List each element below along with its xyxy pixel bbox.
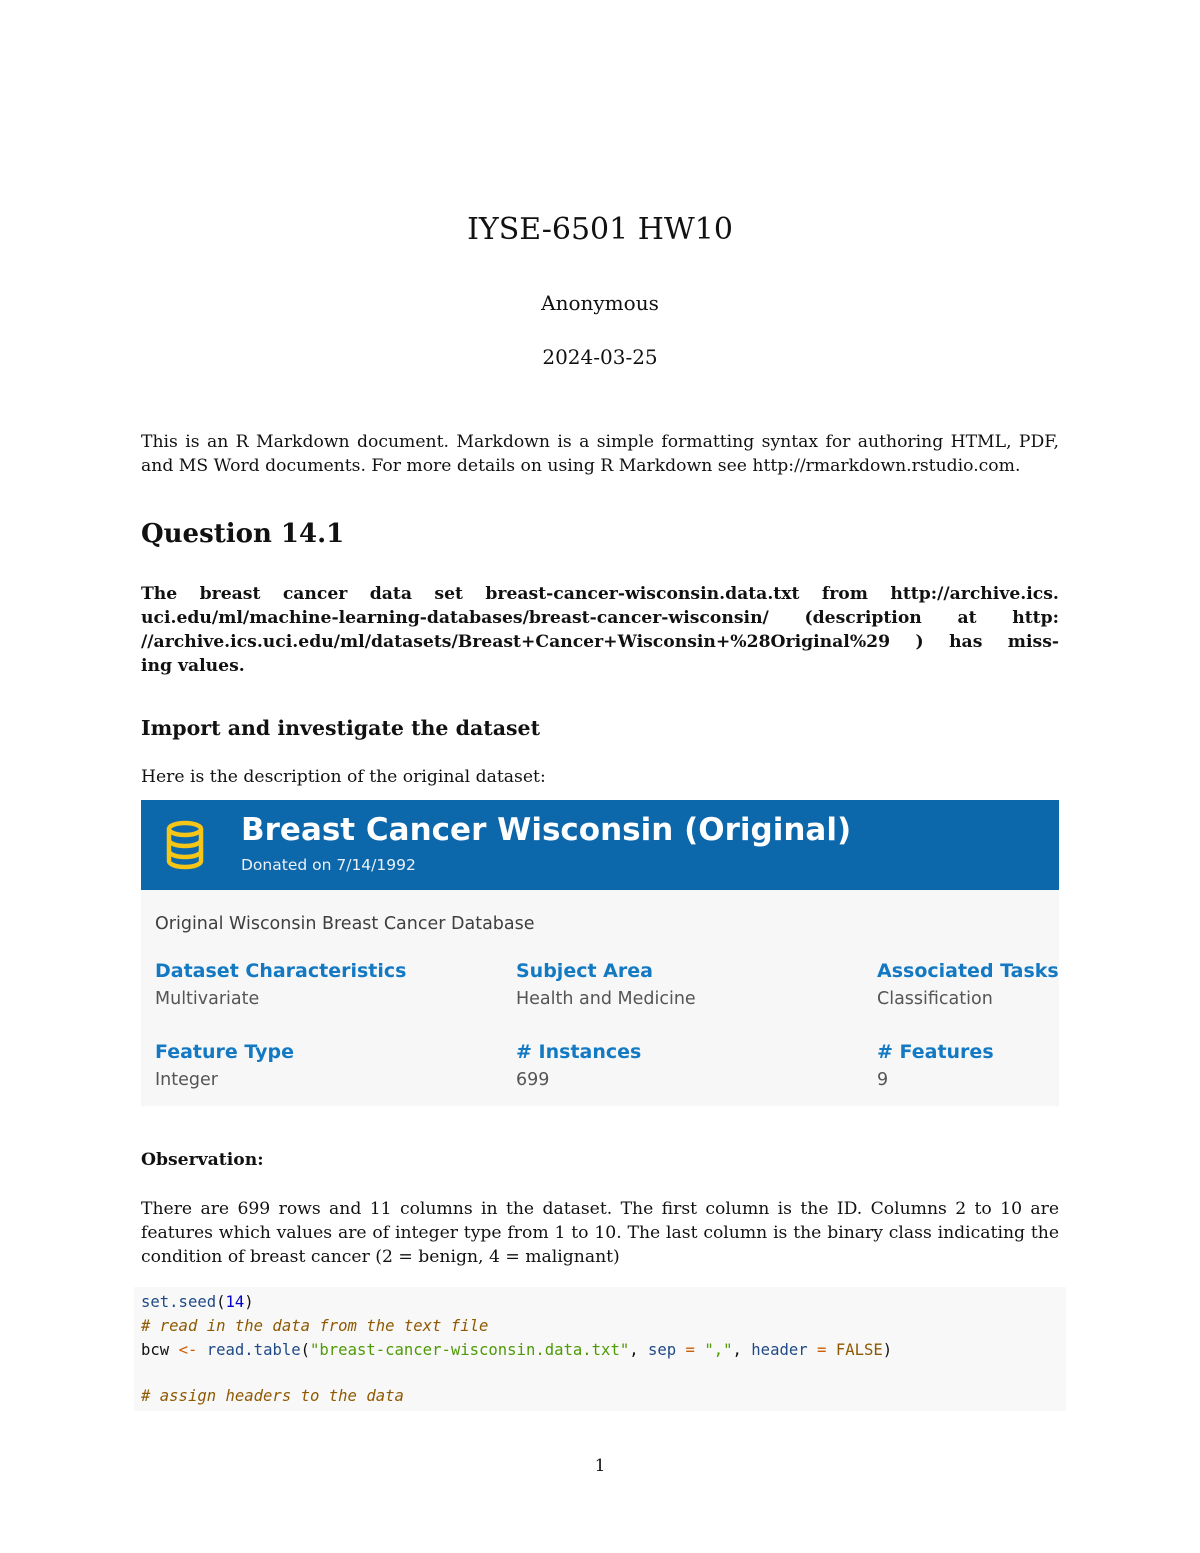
dataset-field: Subject Area Health and Medicine — [516, 960, 696, 1009]
archive-link[interactable]: http://archive.ics. — [890, 584, 1059, 604]
code-comment: # assign headers to the data — [141, 1387, 404, 1405]
dataset-card — [141, 800, 1059, 1106]
rmarkdown-link[interactable]: http://rmarkdown.rstudio.com — [752, 456, 1015, 476]
dataset-title: Breast Cancer Wisconsin (Original) — [241, 812, 852, 848]
dataset-field: # Instances 699 — [516, 1041, 642, 1090]
code-comment: # read in the data from the text file — [141, 1317, 489, 1335]
intro-paragraph: This is an R Markdown document. Markdown is a simple formatting syntax for authoring HTML, PDF, and MS Word documents. For more details on using R Markdown see http://rmarkdown.rstudio.com. — [141, 432, 1059, 476]
code-chunk — [134, 1287, 1066, 1411]
description-link[interactable]: //archive.ics.uci.edu/ml/datasets/Breast+Cancer+Wisconsin+%28Original%29 — [141, 632, 891, 652]
dataset-field: Dataset Characteristics Multivariate — [155, 960, 407, 1009]
question-line: uci.edu/ml/machine-learning-databases/breast-cancer-wisconsin/ (description at http: — [141, 608, 1059, 628]
code-line: set.seed(14) — [141, 1293, 254, 1311]
observation-heading: Observation: — [141, 1150, 264, 1170]
description-link[interactable]: http: — [1012, 608, 1059, 628]
archive-link[interactable]: uci.edu/ml/machine-learning-databases/breast-cancer-wisconsin/ — [141, 608, 769, 628]
section-description: Here is the description of the original dataset: — [141, 767, 546, 787]
question-body — [141, 582, 1059, 678]
observation-text: There are 699 rows and 11 columns in the dataset. The first column is the ID. Columns 2 to 10 are features which values are of integer type from 1 to 10. The last column is the binary class indicating the condition of breast cancer (2 = benign, 4 = malignant) — [141, 1199, 1059, 1267]
question-line: The breast cancer data set breast-cancer-wisconsin.data.txt from http://archive.ics. — [141, 584, 1059, 604]
question-line: //archive.ics.uci.edu/ml/datasets/Breast+Cancer+Wisconsin+%28Original%29 ) has miss- — [141, 632, 1059, 652]
dataset-donated-date: Donated on 7/14/1992 — [241, 856, 416, 874]
dataset-field: Associated Tasks Classification — [877, 960, 1059, 1009]
section-heading: Import and investigate the dataset — [141, 716, 541, 740]
dataset-field: Feature Type Integer — [155, 1041, 294, 1090]
question-line: ing values. — [141, 656, 245, 676]
document-author: Anonymous — [541, 291, 659, 315]
database-icon — [163, 820, 207, 870]
dataset-field: # Features 9 — [877, 1041, 994, 1090]
dataset-card-header — [141, 800, 1059, 890]
document-date: 2024-03-25 — [542, 345, 658, 369]
page-number: 1 — [594, 1456, 606, 1476]
document-title: IYSE-6501 HW10 — [467, 212, 733, 247]
code-line: bcw <- read.table("breast-cancer-wisconsin.data.txt", sep = ",", header = FALSE) — [141, 1341, 893, 1359]
dataset-description: Original Wisconsin Breast Cancer Database — [155, 914, 535, 934]
question-heading: Question 14.1 — [141, 519, 345, 549]
